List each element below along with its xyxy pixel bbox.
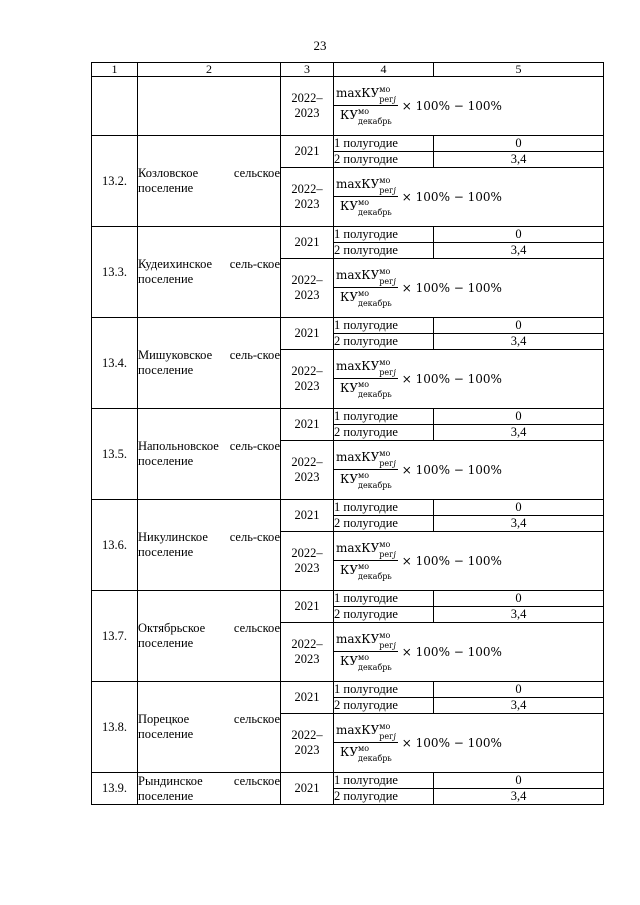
formula-denominator: КУ мо декабрь — [340, 471, 392, 490]
formula-cell — [334, 350, 604, 409]
year-range: 2022– 2023 — [281, 168, 334, 227]
formula-fraction — [334, 632, 398, 672]
formula-numerator: maxКУ мо регj — [336, 85, 396, 104]
formula-numerator: maxКУ мо регj — [336, 631, 396, 650]
table-row — [92, 682, 604, 698]
settlements-table — [91, 62, 604, 805]
formula — [334, 359, 502, 399]
year-2021: 2021 — [281, 227, 334, 259]
row-number: 13.4. — [92, 318, 138, 409]
formula-numerator: maxКУ мо регj — [336, 267, 396, 286]
formula — [334, 268, 502, 308]
half-year-1-value: 0 — [434, 682, 604, 698]
half-year-2-value: 3,4 — [434, 607, 604, 623]
formula-denominator: КУ мо декабрь — [340, 380, 392, 399]
formula-multiplier: × 100% − 100% — [401, 189, 502, 204]
formula-denominator: КУ мо декабрь — [340, 107, 392, 126]
formula-denominator: КУ мо декабрь — [340, 198, 392, 217]
formula-cell — [334, 259, 604, 318]
table-row-continuation — [92, 77, 604, 136]
formula-cell — [334, 77, 604, 136]
settlement-name: Кудеихинское сель-ское поселение — [138, 227, 281, 318]
year-range: 2022– 2023 — [281, 350, 334, 409]
formula-numerator: maxКУ мо регj — [336, 358, 396, 377]
header-row — [92, 63, 604, 77]
half-year-2-value: 3,4 — [434, 243, 604, 259]
header-cell-4: 4 — [334, 63, 434, 77]
row-number: 13.6. — [92, 500, 138, 591]
header-cell-3: 3 — [281, 63, 334, 77]
settlement-name: Никулинское сель-ское поселение — [138, 500, 281, 591]
year-2021: 2021 — [281, 773, 334, 805]
year-range: 2022– 2023 — [281, 259, 334, 318]
half-year-1-value: 0 — [434, 136, 604, 152]
half-year-1-label: 1 полугодие — [334, 500, 434, 516]
half-year-2-value: 3,4 — [434, 152, 604, 168]
formula-denominator: КУ мо декабрь — [340, 653, 392, 672]
year-2021: 2021 — [281, 318, 334, 350]
table-body — [92, 63, 604, 805]
formula — [334, 86, 502, 126]
row-number: 13.2. — [92, 136, 138, 227]
year-2021: 2021 — [281, 136, 334, 168]
row-number: 13.8. — [92, 682, 138, 773]
year-2021: 2021 — [281, 500, 334, 532]
row-number: 13.5. — [92, 409, 138, 500]
formula-multiplier: × 100% − 100% — [401, 371, 502, 386]
formula-cell — [334, 532, 604, 591]
half-year-1-label: 1 полугодие — [334, 318, 434, 334]
year-2021: 2021 — [281, 409, 334, 441]
settlement-name-cell — [138, 77, 281, 136]
year-range: 2022– 2023 — [281, 441, 334, 500]
formula-denominator: КУ мо декабрь — [340, 744, 392, 763]
half-year-2-value: 3,4 — [434, 516, 604, 532]
formula-cell — [334, 714, 604, 773]
formula-fraction — [334, 723, 398, 763]
half-year-2-value: 3,4 — [434, 334, 604, 350]
page-number: 23 — [313, 38, 327, 53]
half-year-2-label: 2 полугодие — [334, 698, 434, 714]
row-number: 13.7. — [92, 591, 138, 682]
row-number-cell — [92, 77, 138, 136]
year-range: 2022– 2023 — [281, 623, 334, 682]
half-year-2-value: 3,4 — [434, 425, 604, 441]
table-row — [92, 591, 604, 607]
half-year-2-label: 2 полугодие — [334, 425, 434, 441]
formula-multiplier: × 100% − 100% — [401, 462, 502, 477]
table-row-last — [92, 773, 604, 789]
table-row — [92, 500, 604, 516]
formula-multiplier: × 100% − 100% — [401, 98, 502, 113]
settlement-name: Порецкое сельское поселение — [138, 682, 281, 773]
half-year-2-label: 2 полугодие — [334, 516, 434, 532]
half-year-1-value: 0 — [434, 318, 604, 334]
half-year-1-label: 1 полугодие — [334, 591, 434, 607]
header-cell-2: 2 — [138, 63, 281, 77]
year-range: 2022– 2023 — [281, 532, 334, 591]
settlement-name: Напольновское сель-ское поселение — [138, 409, 281, 500]
half-year-1-value: 0 — [434, 227, 604, 243]
formula-fraction — [334, 86, 398, 126]
half-year-1-label: 1 полугодие — [334, 682, 434, 698]
formula — [334, 632, 502, 672]
formula-denominator: КУ мо декабрь — [340, 289, 392, 308]
formula — [334, 177, 502, 217]
settlement-name: Мишуковское сель-ское поселение — [138, 318, 281, 409]
formula-fraction — [334, 177, 398, 217]
formula-multiplier: × 100% − 100% — [401, 644, 502, 659]
table-row — [92, 227, 604, 243]
half-year-2-label: 2 полугодие — [334, 607, 434, 623]
half-year-1-label: 1 полугодие — [334, 773, 434, 789]
year-cell: 2022– 2023 — [281, 77, 334, 136]
table-row — [92, 136, 604, 152]
half-year-2-value: 3,4 — [434, 789, 604, 805]
header-cell-5: 5 — [434, 63, 604, 77]
formula-multiplier: × 100% − 100% — [401, 280, 502, 295]
half-year-1-label: 1 полугодие — [334, 227, 434, 243]
table-row — [92, 409, 604, 425]
year-2021: 2021 — [281, 682, 334, 714]
formula-denominator: КУ мо декабрь — [340, 562, 392, 581]
formula-numerator: maxКУ мо регj — [336, 540, 396, 559]
row-number: 13.9. — [92, 773, 138, 805]
half-year-1-label: 1 полугодие — [334, 409, 434, 425]
settlement-name: Рындинское сельское поселение — [138, 773, 280, 803]
formula-cell — [334, 623, 604, 682]
formula-cell — [334, 441, 604, 500]
formula — [334, 723, 502, 763]
settlement-name: Октябрьское сельское поселение — [138, 591, 281, 682]
formula-fraction — [334, 450, 398, 490]
half-year-1-value: 0 — [434, 500, 604, 516]
half-year-1-value: 0 — [434, 773, 604, 789]
formula — [334, 450, 502, 490]
half-year-1-label: 1 полугодие — [334, 136, 434, 152]
half-year-2-value: 3,4 — [434, 698, 604, 714]
table-row — [92, 318, 604, 334]
year-range: 2022– 2023 — [281, 714, 334, 773]
settlement-name: Козловское сельское поселение — [138, 136, 281, 227]
half-year-2-label: 2 полугодие — [334, 789, 434, 805]
half-year-1-value: 0 — [434, 409, 604, 425]
header-cell-1: 1 — [92, 63, 138, 77]
formula-multiplier: × 100% − 100% — [401, 735, 502, 750]
half-year-2-label: 2 полугодие — [334, 243, 434, 259]
formula-numerator: maxКУ мо регj — [336, 176, 396, 195]
formula-cell — [334, 168, 604, 227]
half-year-1-value: 0 — [434, 591, 604, 607]
formula-fraction — [334, 268, 398, 308]
row-number: 13.3. — [92, 227, 138, 318]
half-year-2-label: 2 полугодие — [334, 334, 434, 350]
formula-numerator: maxКУ мо регj — [336, 722, 396, 741]
formula-numerator: maxКУ мо регj — [336, 449, 396, 468]
formula — [334, 541, 502, 581]
year-2021: 2021 — [281, 591, 334, 623]
half-year-2-label: 2 полугодие — [334, 152, 434, 168]
formula-multiplier: × 100% − 100% — [401, 553, 502, 568]
formula-fraction — [334, 541, 398, 581]
formula-fraction — [334, 359, 398, 399]
